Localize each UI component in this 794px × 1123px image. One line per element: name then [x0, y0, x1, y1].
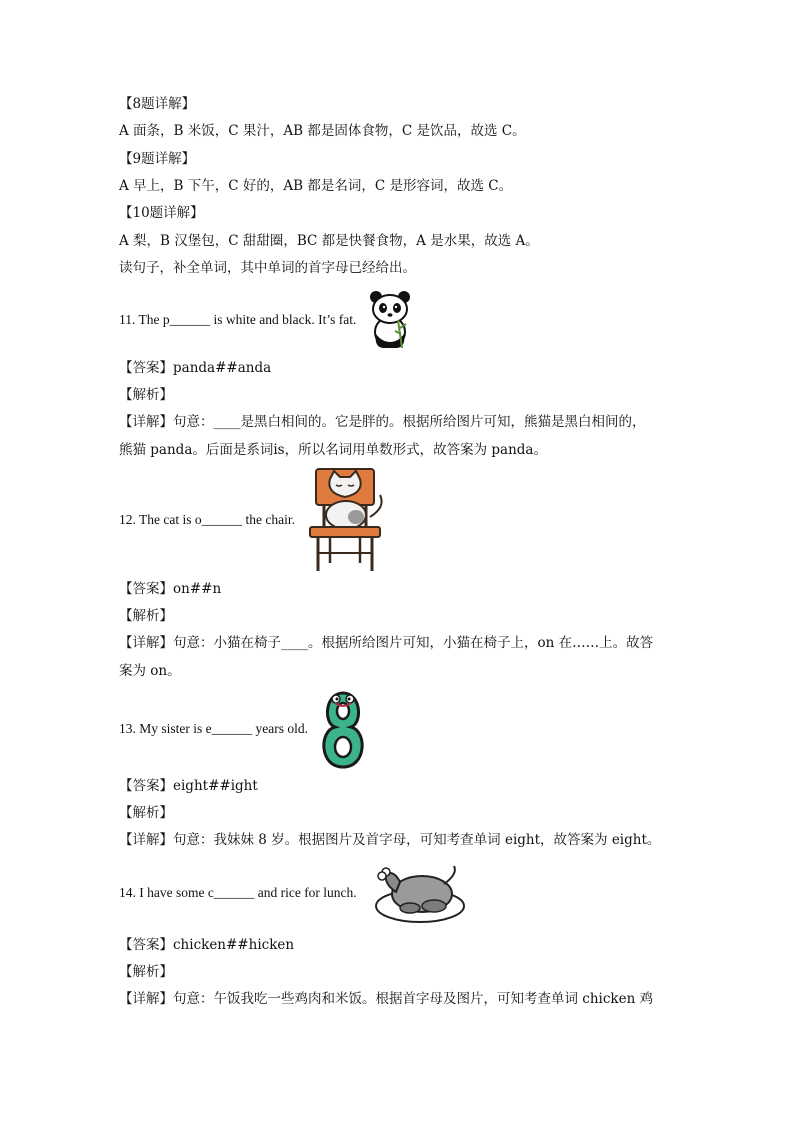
q9-detail-text: A 早上，B 下午，C 好的，AB 都是名词，C 是形容词，故选 C。 [119, 178, 513, 194]
q8-detail-heading: 【8题详解】 [119, 96, 196, 112]
q11-question: 11. The p______ is white and black. It’s fat. [119, 312, 357, 327]
q11-analysis: 【解析】 [119, 387, 173, 403]
q12-analysis: 【解析】 [119, 608, 173, 624]
q14-analysis: 【解析】 [119, 964, 173, 980]
q12-detail-1: 【详解】句意：小猫在椅子____。根据所给图片可知，小猫在椅子上，on 在……上。故答 [119, 635, 654, 651]
q14-detail-1: 【详解】句意：午饭我吃一些鸡肉和米饭。根据首字母及图片，可知考查单词 chicken 鸡 [119, 991, 654, 1007]
q12-detail-2: 案为 on。 [119, 663, 181, 679]
q11-detail-2: 熊猫 panda。后面是系词is，所以名词用单数形式，故答案为 panda。 [119, 442, 547, 458]
cat-on-chair-image [308, 467, 388, 573]
roast-chicken-image [374, 862, 466, 924]
q11-answer: 【答案】panda##anda [119, 360, 272, 376]
panda-image [368, 290, 412, 350]
q14-answer: 【答案】chicken##hicken [119, 937, 295, 953]
q13-detail-1: 【详解】句意：我妹妹 8 岁。根据图片及首字母，可知考查单词 eight，故答案为 eight。 [119, 832, 661, 848]
q13-question: 13. My sister is e______ years old. [119, 721, 308, 736]
q10-detail-text: A 梨，B 汉堡包，C 甜甜圈，BC 都是快餐食物，A 是水果，故选 A。 [119, 233, 539, 249]
q14-question: 14. I have some c______ and rice for lunch. [119, 885, 357, 900]
q13-analysis: 【解析】 [119, 805, 173, 821]
number-eight-image [315, 689, 371, 771]
q9-detail-heading: 【9题详解】 [119, 151, 196, 167]
q12-answer: 【答案】on##n [119, 581, 222, 597]
q13-answer: 【答案】eight##ight [119, 778, 258, 794]
q8-detail-text: A 面条，B 米饭，C 果汁，AB 都是固体食物，C 是饮品，故选 C。 [119, 123, 526, 139]
q11-detail-1: 【详解】句意：____是黑白相间的。它是胖的。根据所给图片可知，熊猫是黑白相间的， [119, 414, 646, 430]
q12-question: 12. The cat is o______ the chair. [119, 512, 295, 527]
q10-detail-heading: 【10题详解】 [119, 205, 204, 221]
section-instruction: 读句子，补全单词，其中单词的首字母已经给出。 [119, 260, 416, 276]
